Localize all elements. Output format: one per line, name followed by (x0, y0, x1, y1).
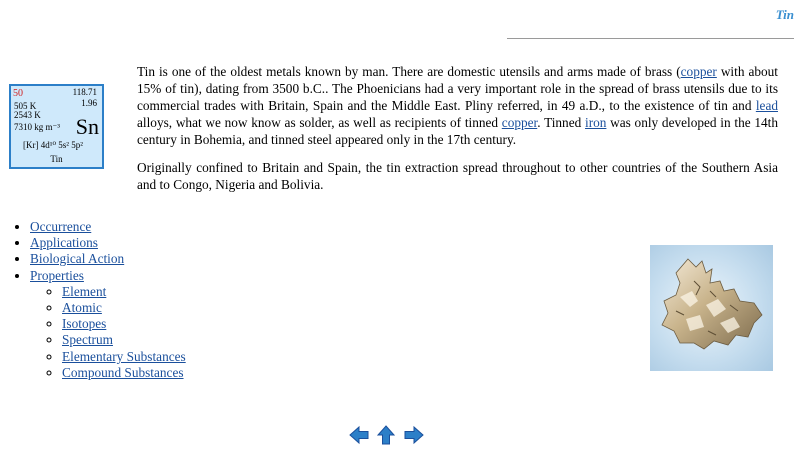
boiling-point: 2543 K (14, 110, 41, 120)
submenu-item-elementary-substances (62, 349, 186, 365)
properties-submenu (30, 284, 186, 381)
intro-text-1: Tin is one of the oldest metals known by man. There are domestic utensils and arms made of brass ( (137, 64, 681, 79)
intro-text-3: alloys, what we now know as solder, as well as recipients of tinned (137, 115, 502, 130)
intro-text-5: was only developed in the 14th century in Bohemia, and tinned steel appeared only in the 17th century. (137, 115, 778, 147)
page-title: Tin (775, 7, 794, 22)
menu-item-occurrence (30, 219, 186, 235)
copper-link-2[interactable]: copper (501, 115, 538, 130)
page-navigation (348, 424, 427, 450)
properties-link[interactable]: Properties (30, 267, 84, 283)
next-page-arrow-icon[interactable] (403, 424, 425, 446)
element-symbol: Sn (75, 114, 99, 139)
submenu-item-element (62, 284, 186, 300)
isotopes-link[interactable]: Isotopes (62, 316, 107, 332)
atomic-link[interactable]: Atomic (62, 300, 102, 316)
previous-page-arrow-icon[interactable] (348, 424, 370, 446)
element-card (9, 84, 104, 169)
atomic-mass: 118.71 (72, 87, 97, 97)
submenu-item-atomic (62, 300, 186, 316)
tin-sample-image (650, 245, 773, 371)
atomic-number: 50 (13, 88, 23, 99)
up-page-arrow-icon[interactable] (375, 424, 397, 446)
element-name: Tin (50, 154, 63, 164)
copper-link[interactable]: copper (680, 64, 717, 79)
topic-menu (0, 219, 186, 381)
intro-text (137, 63, 778, 193)
elementary-substances-link[interactable]: Elementary Substances (62, 348, 186, 364)
intro-paragraph-1 (137, 63, 778, 148)
intro-text-4: . Tinned (537, 115, 585, 130)
intro-text-2: with about 15% of tin), dating from 3500 b.C.. The Phoenicians had a very important role in the spread of brass utensils due to its commercial trades with Britain, Spain and the Middle East. Pliny referred, in 49 a.D., to the existence of tin and (137, 64, 779, 113)
element-link[interactable]: Element (62, 283, 107, 299)
occurrence-link[interactable]: Occurrence (30, 219, 92, 234)
applications-link[interactable]: Applications (30, 235, 98, 251)
submenu-item-compound-substances (62, 365, 186, 381)
title-divider (507, 38, 794, 39)
density: 7310 kg m⁻³ (14, 122, 60, 132)
compound-substances-link[interactable]: Compound Substances (62, 364, 184, 380)
spectrum-link[interactable]: Spectrum (62, 332, 113, 348)
submenu-item-spectrum (62, 332, 186, 348)
melting-point: 505 K (14, 101, 37, 111)
iron-link[interactable]: iron (585, 115, 607, 130)
lead-link[interactable]: lead (755, 98, 778, 113)
intro-paragraph-2: Originally confined to Britain and Spain, the tin extraction spread throughout to other countries of the Southern Asia and to Congo, Nigeria and Bolivia. (137, 160, 778, 192)
menu-item-biological-action (30, 251, 186, 267)
tin-nugget-illustration (650, 245, 773, 371)
electronegativity: 1.96 (81, 98, 97, 108)
menu-item-applications (30, 235, 186, 251)
electron-configuration: [Kr] 4d¹⁰ 5s² 5p² (23, 140, 83, 150)
menu-item-properties (30, 268, 186, 381)
submenu-item-isotopes (62, 316, 186, 332)
biological-action-link[interactable]: Biological Action (30, 251, 125, 267)
